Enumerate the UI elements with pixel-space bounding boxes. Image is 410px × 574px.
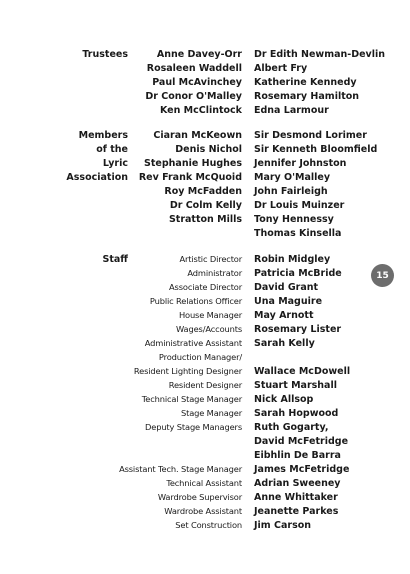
staff-role: Stage Manager [180, 408, 242, 418]
member-name: Jennifer Johnston [254, 158, 347, 169]
staff-name: Jeanette Parkes [254, 506, 339, 517]
members-heading-line: Lyric [102, 158, 128, 169]
member-name: Thomas Kinsella [254, 228, 342, 239]
staff-role: Assistant Tech. Stage Manager [119, 464, 242, 474]
member-name: John Fairleigh [254, 186, 328, 197]
member-name: Sir Desmond Lorimer [254, 130, 367, 141]
trustee-name: Albert Fry [254, 63, 308, 74]
staff-name: Sarah Hopwood [254, 408, 339, 419]
staff-role: Technical Assistant [166, 478, 242, 488]
member-name: Sir Kenneth Bloomfield [254, 144, 378, 155]
trustee-name: Edna Larmour [254, 105, 329, 116]
staff-name: Una Maguire [254, 296, 323, 307]
staff-name: Anne Whittaker [254, 492, 338, 503]
trustee-name: Anne Davey-Orr [156, 49, 242, 60]
member-name: Dr Louis Muinzer [254, 200, 345, 211]
members-heading-line: Association [66, 172, 128, 183]
staff-name: David Grant [254, 282, 319, 293]
staff-role: Technical Stage Manager [141, 394, 242, 404]
staff-name: Sarah Kelly [254, 338, 315, 349]
trustee-name: Ken McClintock [159, 105, 242, 116]
member-name: Dr Colm Kelly [169, 200, 242, 211]
staff-name: Wallace McDowell [254, 366, 351, 377]
staff-role: Wages/Accounts [176, 324, 242, 334]
staff-role: Associate Director [169, 282, 242, 292]
staff-role: Administrator [187, 268, 242, 278]
staff-role: Resident Lighting Designer [133, 366, 242, 376]
staff-role: Production Manager/ [158, 352, 242, 362]
staff-role: Set Construction [175, 520, 242, 530]
staff-name: May Arnott [254, 310, 314, 321]
staff-name: Stuart Marshall [254, 380, 337, 391]
member-name: Stephanie Hughes [144, 158, 242, 169]
staff-role: Public Relations Officer [149, 296, 242, 306]
staff-name: James McFetridge [254, 464, 350, 475]
member-name: Stratton Mills [168, 214, 242, 225]
staff-role: Deputy Stage Managers [145, 422, 242, 432]
trustee-name: Dr Edith Newman-Devlin [254, 49, 386, 60]
staff-name: Ruth Gogarty, [254, 422, 329, 433]
page-number-badge: 15 [371, 264, 394, 287]
staff-name: Adrian Sweeney [254, 478, 341, 489]
trustee-name: Rosemary Hamilton [254, 91, 360, 102]
member-name: Tony Hennessy [254, 214, 334, 225]
staff-role: Artistic Director [179, 254, 242, 264]
member-name: Roy McFadden [164, 186, 242, 197]
staff-name: Nick Allsop [254, 394, 314, 405]
staff-name: Robin Midgley [254, 254, 331, 265]
staff-heading: Staff [102, 254, 128, 265]
staff-role: Wardrobe Assistant [164, 506, 242, 516]
staff-role: Administrative Assistant [144, 338, 242, 348]
staff-name: Patricia McBride [254, 268, 342, 279]
trustee-name: Paul McAvinchey [152, 77, 242, 88]
staff-role: Resident Designer [168, 380, 242, 390]
member-name: Mary O'Malley [254, 172, 331, 183]
trustee-name: Rosaleen Waddell [146, 63, 242, 74]
trustee-name: Dr Conor O'Malley [145, 91, 242, 102]
trustee-name: Katherine Kennedy [254, 77, 357, 88]
staff-name: David McFetridge [254, 436, 349, 447]
staff-name: Rosemary Lister [254, 324, 342, 335]
members-heading-line: of the [96, 144, 128, 155]
trustees-heading: Trustees [82, 49, 128, 60]
staff-name: Eibhlin De Barra [254, 450, 341, 461]
members-heading-line: Members [78, 130, 128, 141]
staff-role: Wardrobe Supervisor [157, 492, 242, 502]
member-name: Denis Nichol [175, 144, 242, 155]
member-name: Ciaran McKeown [153, 130, 242, 141]
staff-name: Jim Carson [254, 520, 312, 531]
member-name: Rev Frank McQuoid [138, 172, 242, 183]
staff-role: House Manager [178, 310, 242, 320]
